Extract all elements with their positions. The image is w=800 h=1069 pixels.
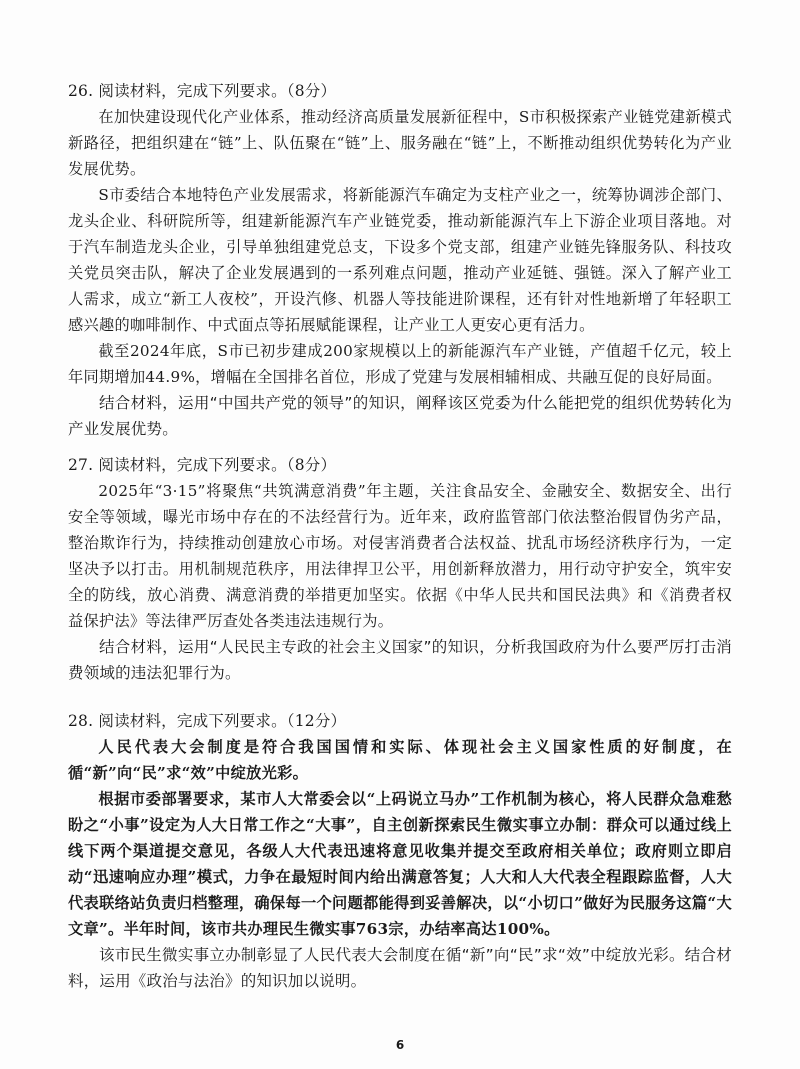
question-27	[68, 452, 732, 686]
question-26	[68, 78, 732, 442]
question-task: 结合材料，运用“人民民主专政的社会主义国家”的知识，分析我国政府为什么要严厉打击消费领域的违法犯罪行为。	[68, 638, 732, 682]
material-paragraph: 根据市委部署要求，某市人大常委会以“上码说立马办”工作机制为核心，将人民群众急难愁盼之“小事”设定为人大日常工作之“大事”，自主创新探索民生微实事立办制：群众可以通过线上线下两个渠道提交意见，各级人大代表迅速将意见收集并提交至政府相关单位；政府则立即启动“迅速响应办理”模式，力争在最短时间内给出满意答复；人大和人大代表全程跟踪监督，人大代表联络站负责归档整理，确保每一个问题都能得到妥善解决，以“小切口”做好为民服务这篇“大文章”。半年时间，该市共办理民生微实事763宗，办结率高达100%。	[68, 790, 732, 938]
question-heading: 26. 阅读材料，完成下列要求。（8分）	[68, 82, 337, 100]
material-paragraph: 在加快建设现代化产业体系，推动经济高质量发展新征程中，S市积极探索产业链党建新模式新路径，把组织建在“链”上、队伍聚在“链”上、服务融在“链”上，不断推动组织优势转化为产业发展优势。	[68, 108, 732, 178]
question-28	[68, 708, 732, 994]
material-paragraph: 截至2024年底，S市已初步建成200家规模以上的新能源汽车产业链，产值超千亿元，较上年同期增加44.9%，增幅在全国排名首位，形成了党建与发展相辅相成、共融互促的良好局面。	[68, 342, 732, 386]
question-heading: 27. 阅读材料，完成下列要求。（8分）	[68, 456, 337, 474]
question-task: 该市民生微实事立办制彰显了人民代表大会制度在循“新”向“民”求“效”中绽放光彩。结合材料，运用《政治与法治》的知识加以说明。	[68, 946, 732, 990]
material-paragraph: 2025年“3·15”将聚焦“共筑满意消费”年主题，关注食品安全、金融安全、数据安全、出行安全等领域，曝光市场中存在的不法经营行为。近年来，政府监管部门依法整治假冒伪劣产品，整治欺诈行为，持续推动创建放心市场。对侵害消费者合法权益、扰乱市场经济秩序行为，一定坚决予以打击。用机制规范秩序，用法律捍卫公平，用创新释放潜力，用行动守护安全，筑牢安全的防线，放心消费、满意消费的举措更加坚实。依据《中华人民共和国民法典》和《消费者权益保护法》等法律严厉查处各类违法违规行为。	[68, 482, 732, 630]
question-task: 结合材料，运用“中国共产党的领导”的知识，阐释该区党委为什么能把党的组织优势转化为产业发展优势。	[68, 394, 732, 438]
material-paragraph: S市委结合本地特色产业发展需求，将新能源汽车确定为支柱产业之一，统筹协调涉企部门、龙头企业、科研院所等，组建新能源汽车产业链党委，推动新能源汽车上下游企业项目落地。对于汽车制造龙头企业，引导单独组建党总支，下设多个党支部，组建产业链先锋服务队、科技攻关党员突击队，解决了企业发展遇到的一系列难点问题，推动产业延链、强链。深入了解产业工人需求，成立“新工人夜校”，开设汽修、机器人等技能进阶课程，还有针对性地新增了年轻职工感兴趣的咖啡制作、中式面点等拓展赋能课程，让产业工人更安心更有活力。	[68, 186, 732, 334]
material-paragraph: 人民代表大会制度是符合我国国情和实际、体现社会主义国家性质的好制度，在循“新”向“民”求“效”中绽放光彩。	[68, 738, 732, 782]
question-heading: 28. 阅读材料，完成下列要求。（12分）	[68, 712, 347, 730]
page-number: 6	[395, 1038, 405, 1052]
